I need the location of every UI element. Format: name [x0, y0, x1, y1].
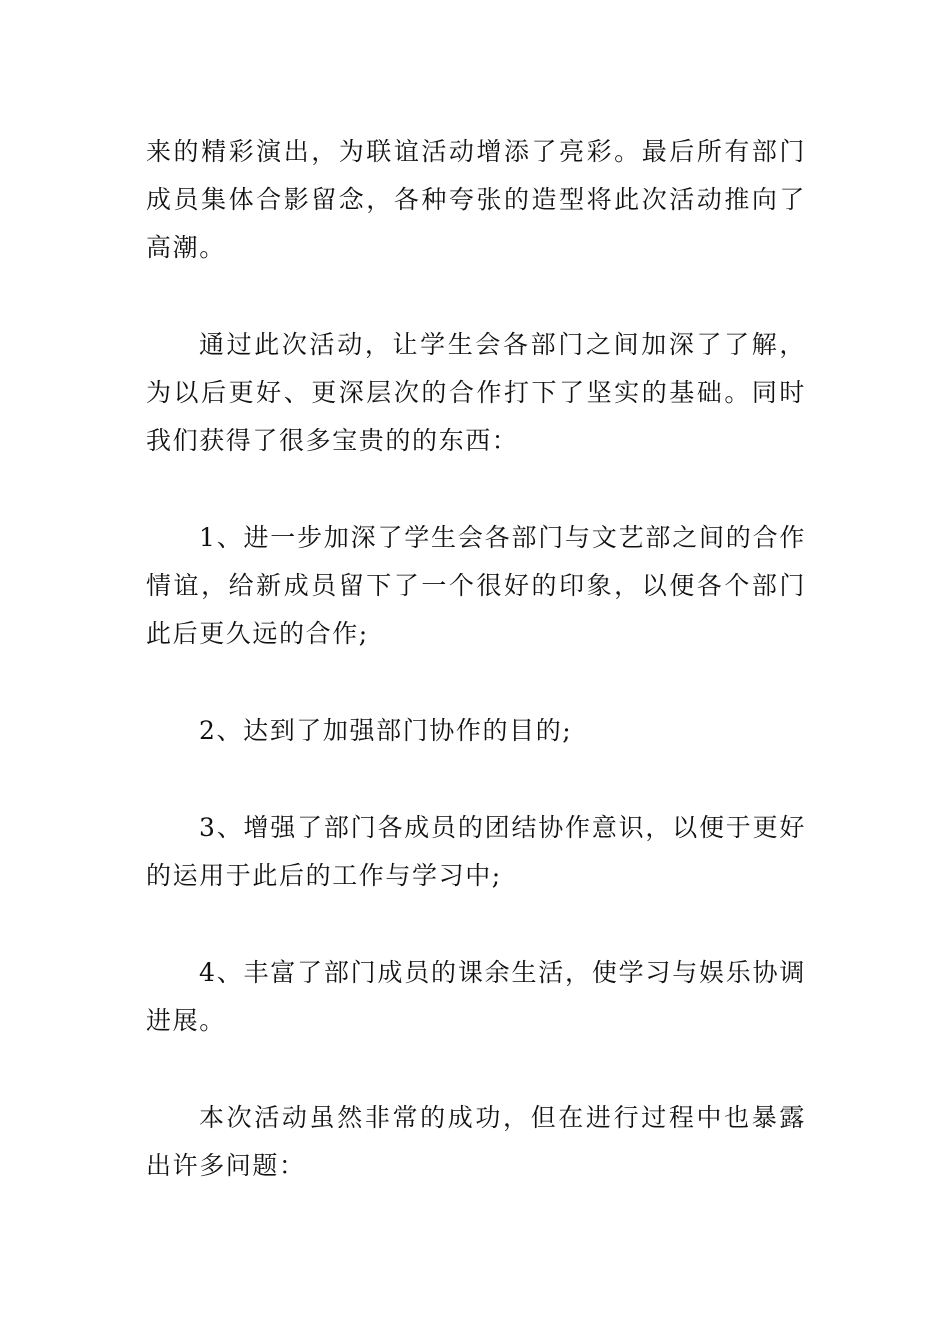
list-item-2: 2、达到了加强部门协作的目的; — [199, 716, 573, 745]
paragraph-continuation: 来的精彩演出，为联谊活动增添了亮彩。最后所有部门成员集体合影留念，各种夸张的造型将此次活动推向了高潮。 — [146, 137, 806, 262]
paragraph-problems-intro: 本次活动虽然非常的成功，但在进行过程中也暴露出许多问题： — [146, 1103, 806, 1180]
list-item-1: 1、进一步加深了学生会各部门与文艺部之间的合作情谊，给新成员留下了一个很好的印象，以便各个部门此后更久远的合作; — [146, 523, 806, 648]
document-body — [146, 128, 806, 1190]
list-item-4: 4、丰富了部门成员的课余生活，使学习与娱乐协调进展。 — [146, 958, 806, 1035]
list-item-3: 3、增强了部门各成员的团结协作意识，以便于更好的运用于此后的工作与学习中; — [146, 813, 806, 890]
paragraph-activity-outcome: 通过此次活动，让学生会各部门之间加深了了解，为以后更好、更深层次的合作打下了坚实的基础。同时我们获得了很多宝贵的的东西： — [146, 330, 806, 455]
